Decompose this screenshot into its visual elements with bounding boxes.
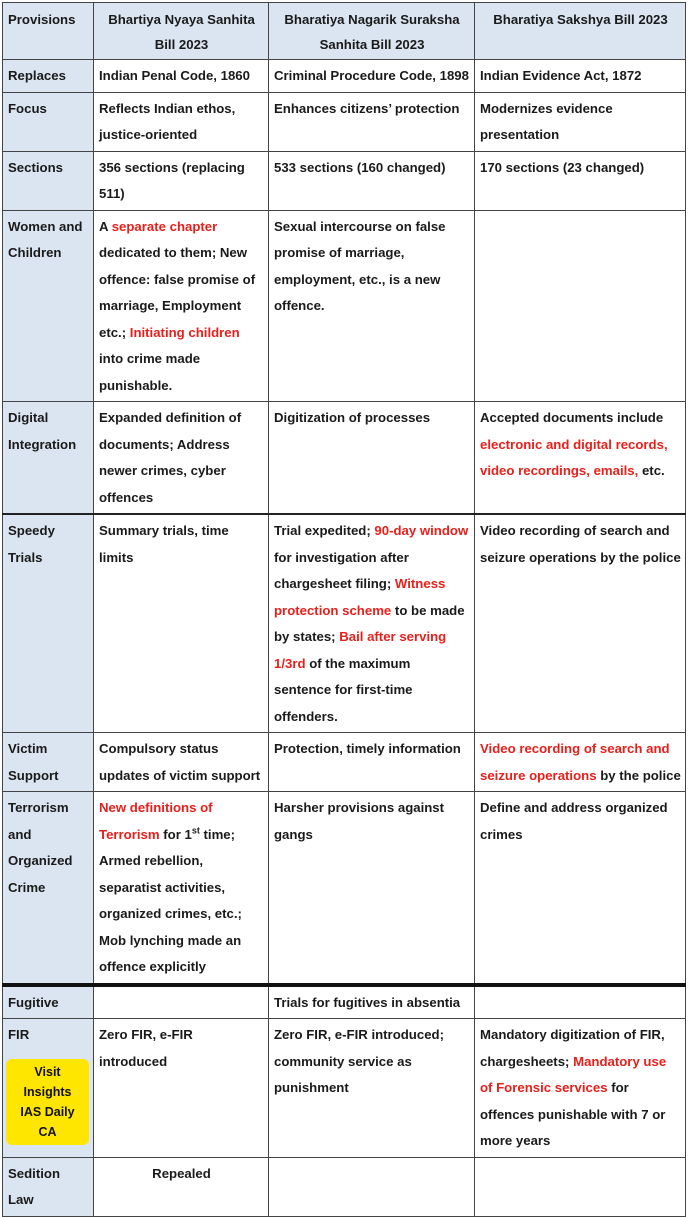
highlight-text: Witness protection scheme <box>274 576 446 618</box>
promo-badge[interactable]: Visit Insights IAS Daily CA <box>6 1059 89 1145</box>
cell: Compulsory status updates of victim support <box>94 733 269 792</box>
text: Trial expedited; <box>274 523 375 538</box>
row-label: Focus <box>3 92 94 151</box>
cell: Trials for fugitives in absentia <box>269 985 475 1019</box>
cell: Summary trials, time limits <box>94 514 269 733</box>
header-row <box>3 3 686 60</box>
row-label: Sedition Law <box>3 1157 94 1216</box>
cell: Indian Evidence Act, 1872 <box>475 60 686 93</box>
text: etc. <box>638 463 665 478</box>
text: of the maximum sentence for first-time offenders. <box>274 655 413 724</box>
text: by the police <box>596 767 681 783</box>
table-row <box>3 210 686 402</box>
cell: Reflects Indian ethos, justice-oriented <box>94 92 269 151</box>
table-row <box>3 733 686 792</box>
table-row <box>3 985 686 1019</box>
text: Mandatory digitization of FIR, chargesheets; <box>480 1027 665 1069</box>
table-row <box>3 514 686 733</box>
highlight-text: Bail after serving 1/3rd <box>274 629 447 671</box>
cell: Repealed <box>94 1157 269 1216</box>
cell: Expanded definition of documents; Address newer crimes, cyber offences <box>94 402 269 515</box>
row-label: Terrorism and Organized Crime <box>3 792 94 985</box>
cell <box>94 985 269 1019</box>
header-provisions: Provisions <box>3 3 94 60</box>
highlight-text: separate chapter <box>111 218 218 234</box>
row-label <box>3 1019 94 1158</box>
highlight-text: 90-day window <box>374 523 469 538</box>
highlight-text: Mandatory use of Forensic services <box>480 1053 667 1095</box>
table-row <box>3 92 686 151</box>
table-row <box>3 402 686 515</box>
cell: Zero FIR, e-FIR introduced <box>94 1019 269 1158</box>
text: for investigation after chargesheet filing; <box>274 549 409 591</box>
cell: Enhances citizens’ protection <box>269 92 475 151</box>
row-label: Women and Children <box>3 210 94 402</box>
table-row <box>3 1157 686 1216</box>
cell <box>94 792 269 985</box>
cell <box>94 210 269 402</box>
row-label-text: FIR <box>8 1027 30 1042</box>
cell: Video recording of search and seizure operations by the police <box>475 514 686 733</box>
row-label: Replaces <box>3 60 94 93</box>
cell: Modernizes evidence presentation <box>475 92 686 151</box>
cell: 356 sections (replacing 511) <box>94 151 269 210</box>
cell: Harsher provisions against gangs <box>269 792 475 985</box>
superscript: st <box>191 825 200 836</box>
cell <box>475 985 686 1019</box>
header-bns: Bhartiya Nyaya Sanhita Bill 2023 <box>94 3 269 60</box>
cell: Indian Penal Code, 1860 <box>94 60 269 93</box>
table-row <box>3 792 686 985</box>
highlight-text: Initiating children <box>129 324 240 340</box>
row-label: Victim Support <box>3 733 94 792</box>
cell <box>475 210 686 402</box>
header-bnss: Bharatiya Nagarik Suraksha Sanhita Bill 2023 <box>269 3 475 60</box>
cell: 170 sections (23 changed) <box>475 151 686 210</box>
cell <box>475 1157 686 1216</box>
table-row <box>3 151 686 210</box>
cell: Sexual intercourse on false promise of marriage, employment, etc., is a new offence. <box>269 210 475 402</box>
cell <box>269 514 475 733</box>
row-label: Fugitive <box>3 985 94 1019</box>
highlight-text: New definitions of Terrorism <box>99 800 213 842</box>
cell: Digitization of processes <box>269 402 475 515</box>
text: dedicated to them; New offence: false promise of marriage, Employment etc.; <box>99 245 256 340</box>
highlight-text: Video recording of search and seizure operations <box>480 741 670 783</box>
text: Accepted documents include <box>480 410 664 425</box>
text: time; Armed rebellion, separatist activities, organized crimes, etc.; Mob lynching made an offence explicitly <box>99 826 242 974</box>
highlight-text: electronic and digital records, video recordings, emails, <box>480 436 668 478</box>
text: for offences punishable with 7 or more years <box>480 1080 666 1148</box>
cell: Protection, timely information <box>269 733 475 792</box>
text: for 1 <box>159 826 192 842</box>
text: A <box>99 218 112 234</box>
row-label: Digital Integration <box>3 402 94 515</box>
cell: Define and address organized crimes <box>475 792 686 985</box>
cell <box>475 402 686 515</box>
header-bsb: Bharatiya Sakshya Bill 2023 <box>475 3 686 60</box>
table-row <box>3 1019 686 1158</box>
cell <box>475 1019 686 1158</box>
cell: 533 sections (160 changed) <box>269 151 475 210</box>
table-row <box>3 60 686 93</box>
text: to be made by states; <box>274 602 465 644</box>
cell: Zero FIR, e-FIR introduced; community service as punishment <box>269 1019 475 1158</box>
cell: Criminal Procedure Code, 1898 <box>269 60 475 93</box>
row-label: Speedy Trials <box>3 514 94 733</box>
cell <box>475 733 686 792</box>
text: into crime made punishable. <box>99 351 201 393</box>
row-label: Sections <box>3 151 94 210</box>
comparison-table <box>2 2 686 1217</box>
cell <box>269 1157 475 1216</box>
